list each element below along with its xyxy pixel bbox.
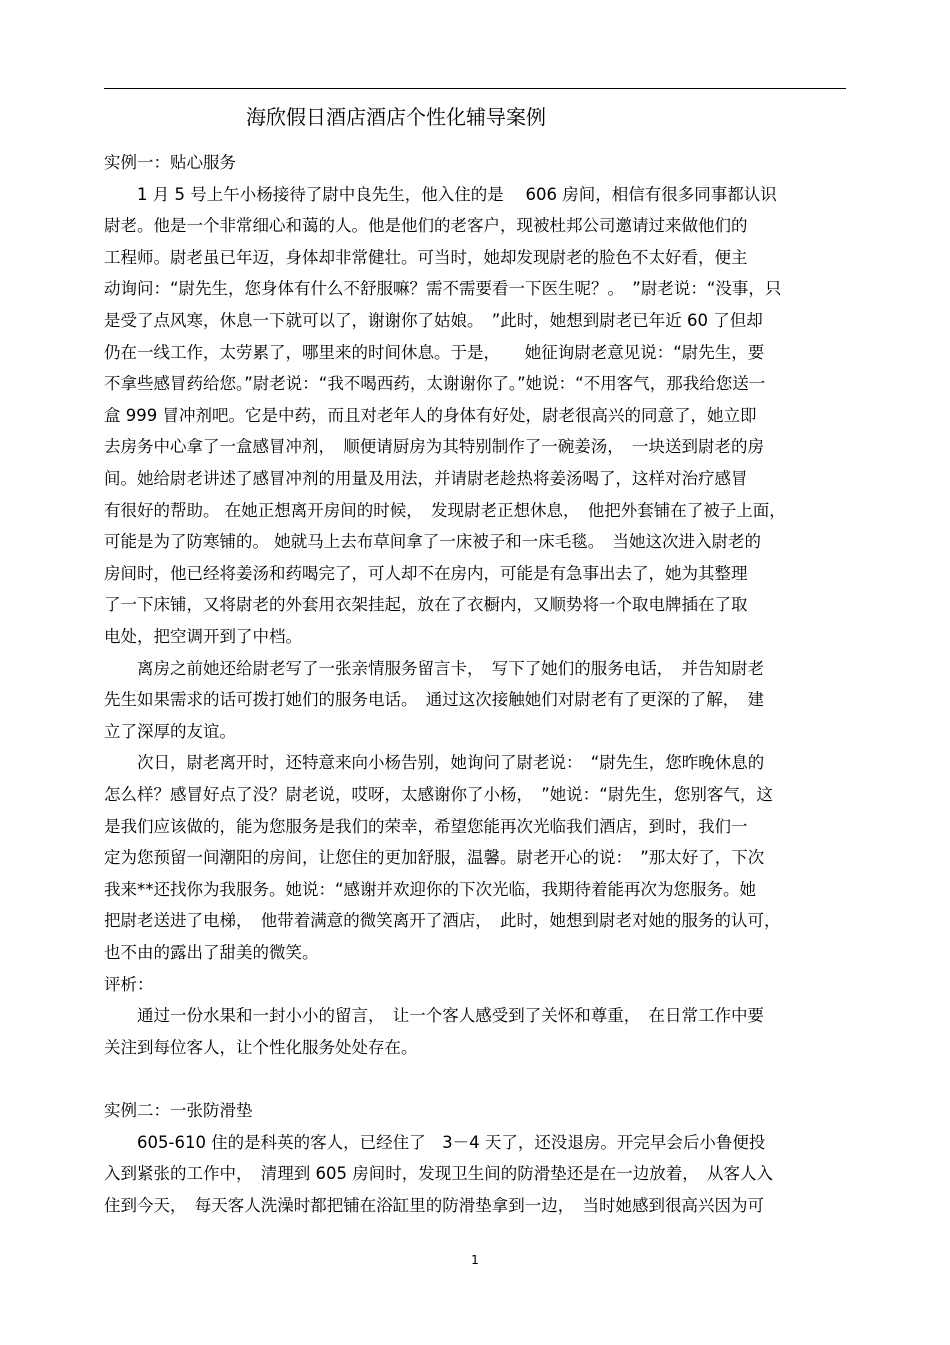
text-line: 我来**还找你为我服务。她说：“感谢并欢迎你的下次光临，我期待着能再次为您服务。她	[104, 879, 757, 899]
text-line: 仍在一线工作，太劳累了，哪里来的时间休息。于是， 她征询尉老意见说：“尉先生，要	[104, 342, 765, 362]
text-line: 了一下床铺，又将尉老的外套用衣架挂起，放在了衣橱内，又顺势将一个取电牌插在了取	[104, 595, 748, 615]
text-line: 入到紧张的工作中， 清理到 605 房间时，发现卫生间的防滑垫还是在一边放着， 从客人入	[104, 1164, 773, 1184]
text-line: 关注到每位客人，让个性化服务处处存在。	[104, 1037, 418, 1057]
text-line: 房间时，他已经将姜汤和药喝完了，可人却不在房内，可能是有急事出去了，她为其整理	[104, 563, 748, 583]
text-line: 住到今天， 每天客人洗澡时都把铺在浴缸里的防滑垫拿到一边， 当时她感到很高兴因为可	[104, 1195, 764, 1215]
text-line: 次日，尉老离开时，还特意来向小杨告别，她询问了尉老说： “尉先生，您昨晚休息的	[104, 753, 765, 773]
text-line: 去房务中心拿了一盒感冒冲剂， 顺便请厨房为其特别制作了一碗姜汤， 一块送到尉老的房	[104, 437, 764, 457]
text-line: 先生如果需求的话可拨打她们的服务电话。 通过这次接触她们对尉老有了更深的了解， 建	[104, 690, 764, 710]
document-title: 海欣假日酒店酒店个性化辅导案例	[246, 105, 546, 129]
text-line: 1 月 5 号上午小杨接待了尉中良先生，他入住的是 606 房间，相信有很多同事都认识	[104, 184, 777, 204]
text-line: 不拿些感冒药给您。”尉老说：“我不喝西药，太谢谢你了。”她说：“不用客气，那我给您送一	[104, 374, 766, 394]
text-line: 怎么样？感冒好点了没？尉老说，哎呀，太感谢你了小杨， ”她说：“尉先生，您别客气，这	[104, 785, 773, 804]
text-line: 间。她给尉老讲述了感冒冲剂的用量及用法，并请尉老趁热将姜汤喝了，这样对治疗感冒	[104, 469, 748, 488]
text-line: 是我们应该做的，能为您服务是我们的荣幸，希望您能再次光临我们酒店，到时，我们一	[104, 816, 748, 836]
text-line: 立了深厚的友谊。	[104, 721, 236, 741]
text-line: 电处，把空调开到了中档。	[104, 627, 302, 646]
text-line: 通过一份水果和一封小小的留言， 让一个客人感受到了关怀和尊重， 在日常工作中要	[104, 1006, 764, 1026]
page-number: 1	[471, 1253, 479, 1267]
text-line: 把尉老送进了电梯， 他带着满意的微笑离开了酒店， 此时，她想到尉老对她的服务的认可，	[104, 911, 781, 931]
text-line: 盒 999 冒冲剂吧。它是中药，而且对老年人的身体有好处，尉老很高兴的同意了，她立即	[104, 405, 757, 425]
text-line: 有很好的帮助。 在她正想离开房间的时候， 发现尉老正想休息， 他把外套铺在了被子上面，	[104, 500, 786, 520]
text-line: 离房之前她还给尉老写了一张亲情服务留言卡， 写下了她们的服务电话， 并告知尉老	[104, 658, 764, 678]
text-line: 也不由的露出了甜美的微笑。	[104, 943, 319, 962]
text-line: 动询问：“尉先生，您身体有什么不舒服嘛？需不需要看一下医生呢？。 ”尉老说：“没事，只	[104, 279, 782, 299]
text-line: 可能是为了防寒铺的。 她就马上去布草间拿了一床被子和一床毛毯。 当她这次进入尉老的	[104, 532, 761, 552]
text-line: 评析：	[104, 974, 154, 994]
text-line: 实例二：一张防滑垫	[104, 1101, 253, 1120]
text-line: 尉老。他是一个非常细心和蔼的人。他是他们的老客户，现被杜邦公司邀请过来做他们的	[104, 216, 748, 236]
text-line: 实例一：贴心服务	[104, 153, 236, 172]
header-rule	[104, 88, 846, 89]
text-line: 定为您预留一间潮阳的房间，让您住的更加舒服，温馨。尉老开心的说： ”那太好了，下次	[104, 848, 765, 868]
text-line: 605-610 住的是科英的客人，已经住了 3－4 天了，还没退房。开完早会后小鲁便投	[104, 1132, 766, 1152]
text-line: 是受了点风寒，休息一下就可以了，谢谢你了姑娘。 ”此时，她想到尉老已年近 60 了但却	[104, 311, 763, 330]
text-line: 工程师。尉老虽已年迈，身体却非常健壮。可当时，她却发现尉老的脸色不太好看，便主	[104, 247, 748, 267]
